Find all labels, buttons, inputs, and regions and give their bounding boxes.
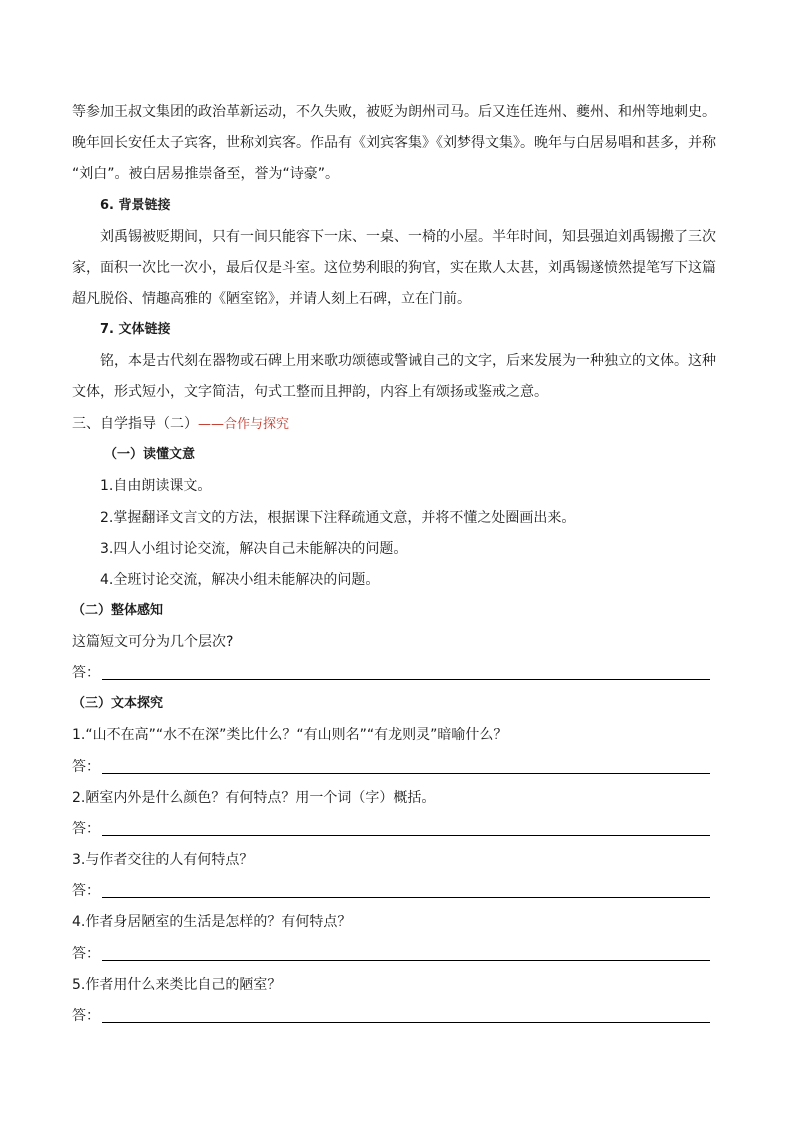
part1-step-2: 2.掌握翻译文言文的方法，根据课下注释疏通文意，并将不懂之处圈画出来。 xyxy=(100,510,576,526)
part2-question: 这篇短文可分为几个层次? xyxy=(72,634,234,650)
genre-heading: 7. 文体链接 xyxy=(100,322,171,337)
intro-line-1: 等参加王叔文集团的政治革新运动，不久失败，被贬为朗州司马。后又连任连州、夔州、和州等地刺史。 xyxy=(72,104,716,120)
answer-label: 答： xyxy=(72,1008,100,1024)
answer-line[interactable] xyxy=(102,960,710,961)
background-heading: 6. 背景链接 xyxy=(100,198,171,213)
background-line-1: 刘禹锡被贬期间，只有一间只能容下一床、一桌、一椅的小屋。半年时间，知县强迫刘禹锡搬了三次 xyxy=(100,229,716,245)
question-4: 4.作者身居陋室的生活是怎样的？有何特点？ xyxy=(72,914,352,930)
answer-label: 答： xyxy=(72,883,100,899)
part1-step-1: 1.自由朗读课文。 xyxy=(100,478,212,494)
answer-line[interactable] xyxy=(102,835,710,836)
section-title xyxy=(72,414,289,435)
answer-label: 答： xyxy=(72,946,100,962)
answer-line[interactable] xyxy=(102,773,710,774)
answer-label: 答： xyxy=(72,759,100,775)
section-title-accent: ——合作与探究 xyxy=(198,417,290,432)
question-5: 5.作者用什么来类比自己的陋室？ xyxy=(72,977,282,993)
answer-label: 答： xyxy=(72,821,100,837)
genre-line-1: 铭，本是古代刻在器物或石碑上用来歌功颂德或警诫自己的文字，后来发展为一种独立的文体。这种 xyxy=(100,353,716,369)
genre-line-2: 文体，形式短小，文字简洁，句式工整而且押韵，内容上有颂扬或鉴戒之意。 xyxy=(72,384,548,400)
answer-line[interactable] xyxy=(102,1022,710,1023)
part1-step-3: 3.四人小组讨论交流，解决自己未能解决的问题。 xyxy=(100,541,408,557)
question-1: 1.“山不在高”“水不在深”类比什么？“有山则名”“有龙则灵”暗喻什么？ xyxy=(72,727,508,743)
intro-line-2: 晚年回长安任太子宾客，世称刘宾客。作品有《刘宾客集》《刘梦得文集》。晚年与白居易唱和甚多，并称 xyxy=(72,135,716,151)
background-line-3: 超凡脱俗、情趣高雅的《陋室铭》，并请人刻上石碑，立在门前。 xyxy=(72,291,471,307)
answer-line[interactable] xyxy=(102,679,710,680)
background-line-2: 家，面积一次比一次小，最后仅是斗室。这位势利眼的狗官，实在欺人太甚，刘禹锡遂愤然提笔写下这篇 xyxy=(72,260,716,276)
answer-line[interactable] xyxy=(102,897,710,898)
question-2: 2.陋室内外是什么颜色？有何特点？用一个词（字）概括。 xyxy=(72,790,436,806)
part3-heading: （三）文本探究 xyxy=(72,696,164,711)
part1-heading: （一）读懂文意 xyxy=(104,447,196,462)
answer-label: 答： xyxy=(72,665,100,681)
intro-line-3: “刘白”。被白居易推崇备至，誉为“诗豪”。 xyxy=(72,166,340,182)
part2-heading: （二）整体感知 xyxy=(72,603,164,618)
part1-step-4: 4.全班讨论交流，解决小组未能解决的问题。 xyxy=(100,572,380,588)
question-3: 3.与作者交往的人有何特点？ xyxy=(72,852,254,868)
section-title-main: 三、自学指导（二） xyxy=(72,416,198,432)
